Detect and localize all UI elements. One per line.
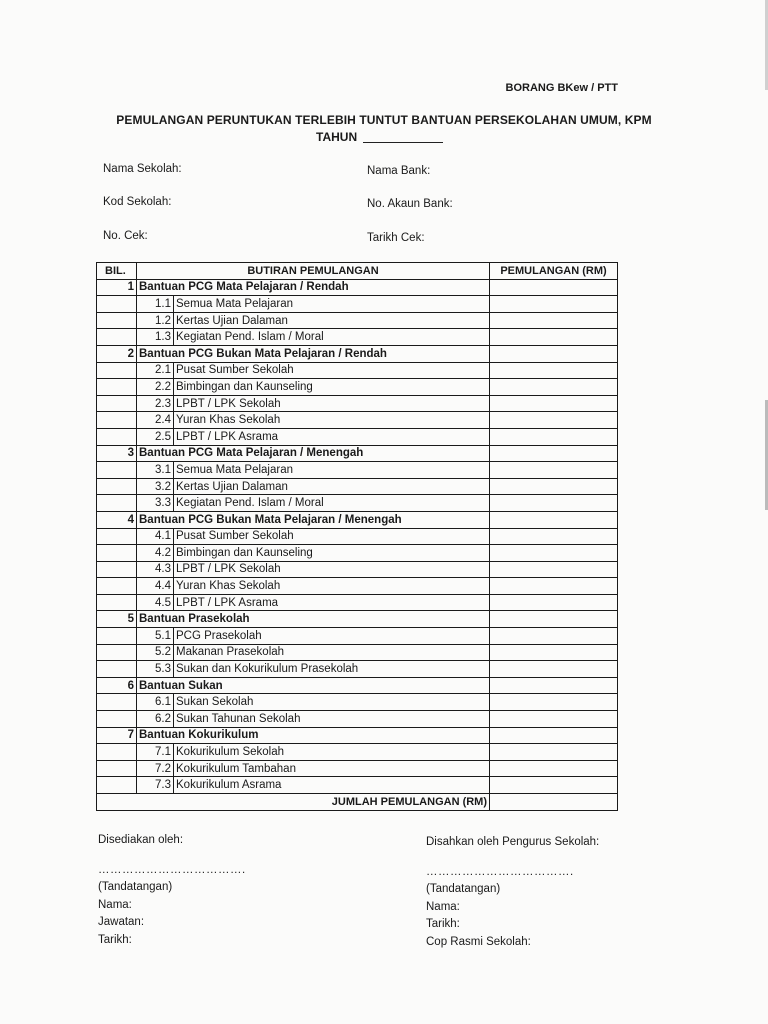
amount-cell[interactable] xyxy=(490,528,618,545)
group-row xyxy=(97,445,618,462)
item-label: Kertas Ujian Dalaman xyxy=(174,478,490,495)
item-bil-gap xyxy=(97,428,137,445)
item-label: Sukan dan Kokurikulum Prasekolah xyxy=(174,661,490,678)
item-number: 2.2 xyxy=(137,379,174,396)
item-row xyxy=(97,462,618,479)
amount-cell[interactable] xyxy=(490,312,618,329)
item-bil-gap xyxy=(97,711,137,728)
item-bil-gap xyxy=(97,628,137,645)
item-bil-gap xyxy=(97,777,137,794)
tarikh-cek-label: Tarikh Cek: xyxy=(367,232,425,244)
tahun-blank[interactable] xyxy=(363,142,443,143)
item-row xyxy=(97,312,618,329)
group-label: Bantuan PCG Bukan Mata Pelajaran / Rendah xyxy=(137,345,490,362)
item-number: 7.1 xyxy=(137,744,174,761)
amount-cell[interactable] xyxy=(490,644,618,661)
item-bil-gap xyxy=(97,694,137,711)
group-row xyxy=(97,511,618,528)
amount-cell[interactable] xyxy=(490,561,618,578)
signature-dots-left[interactable]: ………………………………. xyxy=(98,863,246,876)
item-bil-gap xyxy=(97,561,137,578)
item-number: 5.3 xyxy=(137,661,174,678)
item-label: Bimbingan dan Kaunseling xyxy=(174,379,490,396)
item-number: 6.2 xyxy=(137,711,174,728)
group-row xyxy=(97,279,618,296)
item-bil-gap xyxy=(97,296,137,313)
group-number: 7 xyxy=(97,727,137,744)
header-bil: BIL. xyxy=(97,263,137,280)
amount-cell[interactable] xyxy=(490,329,618,346)
item-bil-gap xyxy=(97,760,137,777)
amount-cell[interactable] xyxy=(490,760,618,777)
item-label: Kertas Ujian Dalaman xyxy=(174,312,490,329)
nama-label-left: Nama: xyxy=(98,898,132,911)
table-body xyxy=(97,279,618,810)
header-pemulangan: PEMULANGAN (RM) xyxy=(490,263,618,280)
item-number: 6.1 xyxy=(137,694,174,711)
item-bil-gap xyxy=(97,594,137,611)
signature-dots-right[interactable]: ………………………………. xyxy=(426,865,574,878)
item-number: 3.2 xyxy=(137,478,174,495)
group-label: Bantuan PCG Mata Pelajaran / Menengah xyxy=(137,445,490,462)
group-label: Bantuan Kokurikulum xyxy=(137,727,490,744)
amount-cell[interactable] xyxy=(490,296,618,313)
amount-cell[interactable] xyxy=(490,578,618,595)
item-bil-gap xyxy=(97,312,137,329)
prepared-by-label: Disediakan oleh: xyxy=(98,834,184,846)
item-row xyxy=(97,478,618,495)
item-row xyxy=(97,561,618,578)
item-number: 4.2 xyxy=(137,545,174,562)
item-row xyxy=(97,644,618,661)
item-row xyxy=(97,777,618,794)
item-label: LPBT / LPK Sekolah xyxy=(174,395,490,412)
item-bil-gap xyxy=(97,578,137,595)
item-number: 3.1 xyxy=(137,462,174,479)
amount-cell[interactable] xyxy=(490,412,618,429)
total-label: JUMLAH PEMULANGAN (RM) xyxy=(97,794,490,811)
item-label: LPBT / LPK Asrama xyxy=(174,594,490,611)
item-number: 4.5 xyxy=(137,594,174,611)
group-row xyxy=(97,611,618,628)
item-number: 2.5 xyxy=(137,428,174,445)
item-row xyxy=(97,379,618,396)
item-bil-gap xyxy=(97,528,137,545)
item-number: 4.4 xyxy=(137,578,174,595)
item-number: 1.3 xyxy=(137,329,174,346)
amount-cell[interactable] xyxy=(490,661,618,678)
amount-cell[interactable] xyxy=(490,511,618,528)
tahun-line xyxy=(316,130,443,144)
sign-label-left: (Tandatangan) xyxy=(98,881,173,893)
item-row xyxy=(97,744,618,761)
group-number: 6 xyxy=(97,677,137,694)
amount-cell[interactable] xyxy=(490,628,618,645)
amount-cell[interactable] xyxy=(490,345,618,362)
amount-cell[interactable] xyxy=(490,777,618,794)
form-title: PEMULANGAN PERUNTUKAN TERLEBIH TUNTUT BANTUAN PERSEKOLAHAN UMUM, KPM xyxy=(116,113,652,127)
item-row xyxy=(97,628,618,645)
item-label: Pusat Sumber Sekolah xyxy=(174,362,490,379)
amount-cell[interactable] xyxy=(490,744,618,761)
group-label: Bantuan Sukan xyxy=(137,677,490,694)
amount-cell[interactable] xyxy=(490,362,618,379)
item-number: 7.3 xyxy=(137,777,174,794)
item-number: 7.2 xyxy=(137,760,174,777)
item-row xyxy=(97,661,618,678)
item-label: LPBT / LPK Asrama xyxy=(174,428,490,445)
item-label: Pusat Sumber Sekolah xyxy=(174,528,490,545)
nama-bank-label: Nama Bank: xyxy=(367,165,431,177)
group-number: 4 xyxy=(97,511,137,528)
amount-cell[interactable] xyxy=(490,445,618,462)
item-label: Yuran Khas Sekolah xyxy=(174,412,490,429)
tarikh-label-left: Tarikh: xyxy=(98,933,132,946)
item-number: 2.3 xyxy=(137,395,174,412)
total-row xyxy=(97,794,618,811)
item-row xyxy=(97,594,618,611)
item-label: Semua Mata Pelajaran xyxy=(174,296,490,313)
approved-by-label: Disahkan oleh Pengurus Sekolah: xyxy=(426,836,600,848)
item-number: 2.1 xyxy=(137,362,174,379)
group-number: 1 xyxy=(97,279,137,296)
item-row xyxy=(97,711,618,728)
total-amount-cell[interactable] xyxy=(490,794,618,811)
item-bil-gap xyxy=(97,478,137,495)
item-bil-gap xyxy=(97,412,137,429)
amount-cell[interactable] xyxy=(490,711,618,728)
no-cek-label: No. Cek: xyxy=(103,230,148,242)
group-row xyxy=(97,727,618,744)
group-number: 3 xyxy=(97,445,137,462)
nama-label-right: Nama: xyxy=(426,900,460,913)
amount-cell[interactable] xyxy=(490,379,618,396)
item-number: 1.2 xyxy=(137,312,174,329)
amount-cell[interactable] xyxy=(490,478,618,495)
item-bil-gap xyxy=(97,329,137,346)
item-label: Kokurikulum Sekolah xyxy=(174,744,490,761)
signature-left xyxy=(98,832,246,949)
amount-cell[interactable] xyxy=(490,727,618,744)
amount-cell[interactable] xyxy=(490,694,618,711)
amount-cell[interactable] xyxy=(490,462,618,479)
amount-cell[interactable] xyxy=(490,545,618,562)
group-label: Bantuan Prasekolah xyxy=(137,611,490,628)
item-label: Bimbingan dan Kaunseling xyxy=(174,545,490,562)
no-akaun-label: No. Akaun Bank: xyxy=(367,198,453,210)
jawatan-label-left: Jawatan: xyxy=(98,916,145,928)
item-bil-gap xyxy=(97,462,137,479)
table-header-row xyxy=(97,263,618,280)
header-butiran: BUTIRAN PEMULANGAN xyxy=(137,263,490,280)
item-row xyxy=(97,528,618,545)
item-number: 4.1 xyxy=(137,528,174,545)
item-label: Kokurikulum Asrama xyxy=(174,777,490,794)
item-number: 5.2 xyxy=(137,644,174,661)
item-label: Sukan Sekolah xyxy=(174,694,490,711)
item-row xyxy=(97,329,618,346)
item-label: LPBT / LPK Sekolah xyxy=(174,561,490,578)
item-row xyxy=(97,296,618,313)
item-row xyxy=(97,760,618,777)
nama-sekolah-label: Nama Sekolah: xyxy=(103,163,182,175)
group-row xyxy=(97,345,618,362)
item-row xyxy=(97,395,618,412)
item-bil-gap xyxy=(97,744,137,761)
signature-right xyxy=(426,834,599,951)
item-label: Kegiatan Pend. Islam / Moral xyxy=(174,495,490,512)
group-row xyxy=(97,677,618,694)
item-bil-gap xyxy=(97,644,137,661)
amount-cell[interactable] xyxy=(490,611,618,628)
group-label: Bantuan PCG Bukan Mata Pelajaran / Menengah xyxy=(137,511,490,528)
item-label: Semua Mata Pelajaran xyxy=(174,462,490,479)
item-row xyxy=(97,545,618,562)
pemulangan-table xyxy=(96,262,618,811)
item-label: Yuran Khas Sekolah xyxy=(174,578,490,595)
kod-sekolah-label: Kod Sekolah: xyxy=(103,196,172,208)
amount-cell[interactable] xyxy=(490,594,618,611)
item-number: 3.3 xyxy=(137,495,174,512)
item-label: Sukan Tahunan Sekolah xyxy=(174,711,490,728)
group-label: Bantuan PCG Mata Pelajaran / Rendah xyxy=(137,279,490,296)
item-label: Kegiatan Pend. Islam / Moral xyxy=(174,329,490,346)
tarikh-label-right: Tarikh: xyxy=(426,918,460,930)
item-bil-gap xyxy=(97,545,137,562)
item-row xyxy=(97,694,618,711)
amount-cell[interactable] xyxy=(490,279,618,296)
amount-cell[interactable] xyxy=(490,677,618,694)
item-label: Makanan Prasekolah xyxy=(174,644,490,661)
item-label: Kokurikulum Tambahan xyxy=(174,760,490,777)
amount-cell[interactable] xyxy=(490,395,618,412)
item-row xyxy=(97,362,618,379)
cop-label-right: Cop Rasmi Sekolah: xyxy=(426,935,531,948)
item-label: PCG Prasekolah xyxy=(174,628,490,645)
amount-cell[interactable] xyxy=(490,428,618,445)
tahun-label: TAHUN xyxy=(316,130,358,144)
item-row xyxy=(97,578,618,595)
item-bil-gap xyxy=(97,395,137,412)
group-number: 2 xyxy=(97,345,137,362)
item-number: 1.1 xyxy=(137,296,174,313)
item-bil-gap xyxy=(97,379,137,396)
item-bil-gap xyxy=(97,362,137,379)
item-row xyxy=(97,495,618,512)
form-code: BORANG BKew / PTT xyxy=(505,82,618,94)
item-bil-gap xyxy=(97,495,137,512)
group-number: 5 xyxy=(97,611,137,628)
sign-label-right: (Tandatangan) xyxy=(426,883,501,895)
item-number: 4.3 xyxy=(137,561,174,578)
item-row xyxy=(97,412,618,429)
item-bil-gap xyxy=(97,661,137,678)
item-number: 2.4 xyxy=(137,412,174,429)
amount-cell[interactable] xyxy=(490,495,618,512)
item-row xyxy=(97,428,618,445)
item-number: 5.1 xyxy=(137,628,174,645)
